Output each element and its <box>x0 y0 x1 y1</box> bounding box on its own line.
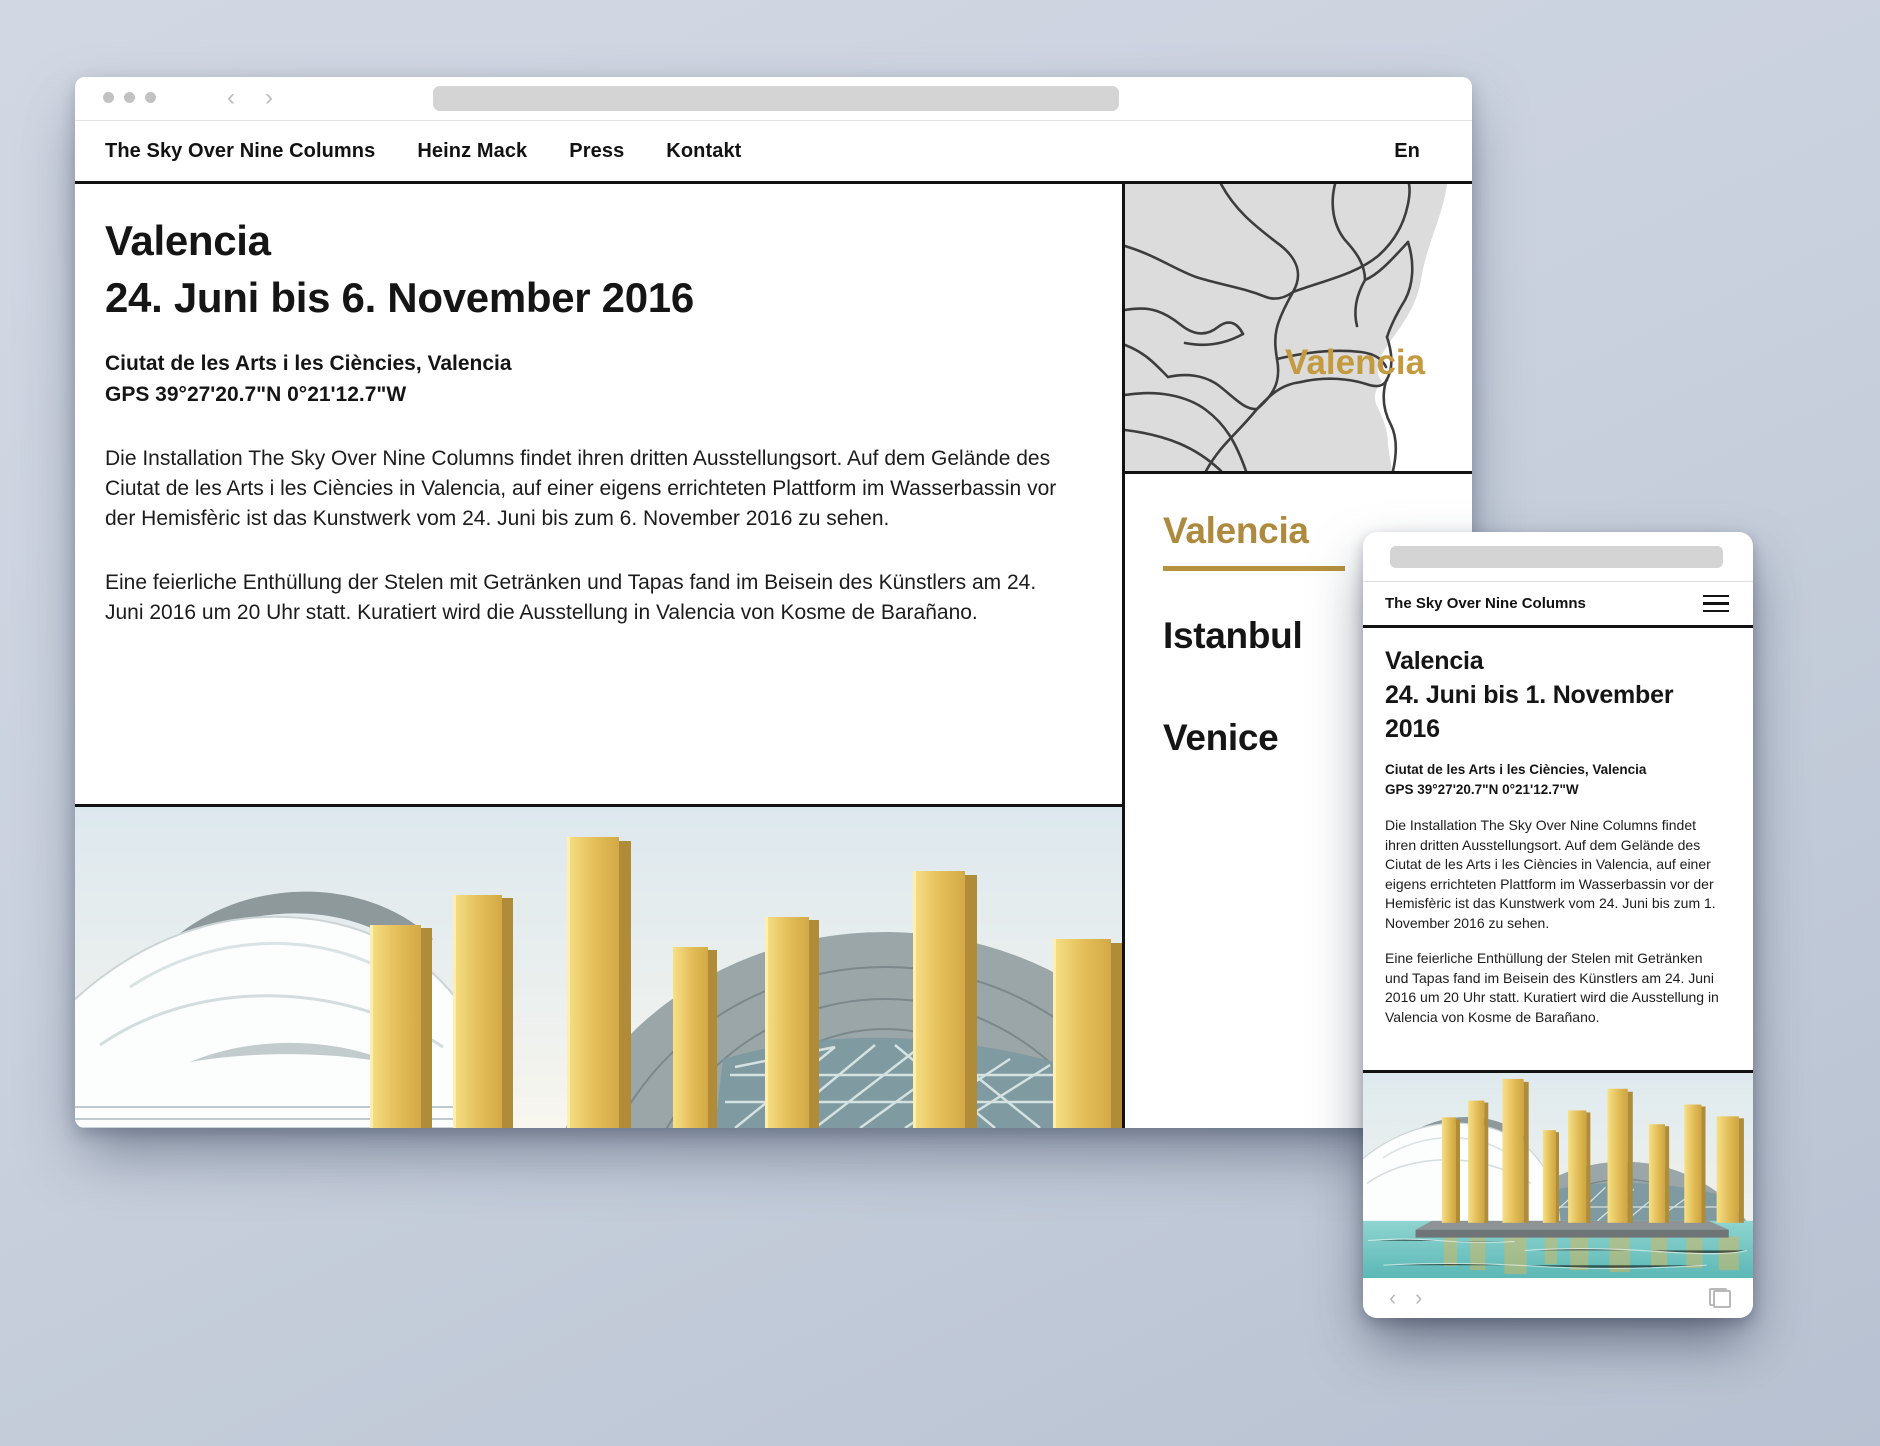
mobile-gps-line: GPS 39°27'20.7"N 0°21'12.7"W <box>1385 782 1579 797</box>
mobile-browser-chrome <box>1363 532 1753 582</box>
installation-photo <box>75 804 1122 1128</box>
window-controls[interactable] <box>103 92 156 103</box>
desktop-browser-window <box>75 77 1472 1128</box>
city-link-valencia[interactable]: Valencia <box>1163 510 1472 571</box>
nav-item-press[interactable]: Press <box>569 139 625 162</box>
browser-chrome <box>75 77 1472 121</box>
mobile-paragraph-2: Eine feierliche Enthüllung der Stelen mit Getränken und Tapas fand im Beisein des Künstlers am 24. Juni 2016 um 20 Uhr statt. Kuratiert wird die Ausstellung in Valencia von Kosme de Barañano. <box>1385 950 1719 1025</box>
forward-icon[interactable]: › <box>1415 1285 1423 1310</box>
mobile-paragraph-1: Die Installation The Sky Over Nine Columns findet ihren dritten Ausstellungsort. Auf dem Gelände des Ciutat de les Arts i les Ciències in Valencia, auf einer eigens errichteten Plattform im Wasserbassin vor der Hemisfèric ist das Kunstwerk vom 24. Juni bis zum 1. November 2016 zu sehen. <box>1385 817 1716 931</box>
nav-item-heinz-mack[interactable]: Heinz Mack <box>417 139 528 162</box>
mobile-browser-window <box>1363 532 1753 1318</box>
exhibition-dates: 24. Juni bis 6. November 2016 <box>105 274 694 321</box>
back-icon[interactable]: ‹ <box>227 84 235 111</box>
mobile-article <box>1363 628 1753 1070</box>
mobile-site-header <box>1363 582 1753 625</box>
close-button[interactable] <box>103 92 114 103</box>
article-paragraph-2: Eine feierliche Enthüllung der Stelen mit Getränken und Tapas fand im Beisein des Künstlers am 24. Juni 2016 um 20 Uhr statt. Kuratiert wird die Ausstellung in Valencia von Kosme de Barañano. <box>105 571 1037 624</box>
language-toggle[interactable]: En <box>1394 139 1420 162</box>
forward-icon[interactable]: › <box>265 84 273 111</box>
mobile-page-title: Valencia 24. Juni bis 1. November 2016 <box>1385 647 1674 743</box>
main-nav <box>75 121 1472 181</box>
mobile-installation-photo <box>1363 1070 1753 1278</box>
location-map <box>1125 184 1472 474</box>
nav-brand-link[interactable]: The Sky Over Nine Columns <box>105 139 376 162</box>
minimize-button[interactable] <box>124 92 135 103</box>
mobile-venue-line: Ciutat de les Arts i les Ciències, Valencia <box>1385 762 1647 777</box>
nav-item-kontakt[interactable]: Kontakt <box>666 139 742 162</box>
city-link-istanbul[interactable]: Istanbul <box>1163 615 1303 656</box>
mobile-address-bar[interactable] <box>1390 546 1723 568</box>
active-city-underline <box>1163 566 1345 571</box>
mobile-brand[interactable]: The Sky Over Nine Columns <box>1385 595 1586 612</box>
address-bar[interactable] <box>433 86 1119 111</box>
pages-icon[interactable] <box>1709 1288 1731 1308</box>
zoom-button[interactable] <box>145 92 156 103</box>
venue-line: Ciutat de les Arts i les Ciències, Valencia <box>105 352 512 375</box>
mobile-exhibition-dates: 24. Juni bis 1. November 2016 <box>1385 681 1674 743</box>
article <box>75 184 1122 804</box>
back-icon[interactable]: ‹ <box>1389 1285 1397 1310</box>
article-paragraph-1: Die Installation The Sky Over Nine Columns findet ihren dritten Ausstellungsort. Auf dem Gelände des Ciutat de les Arts i les Ciències in Valencia, auf einer eigens errichteten Plattform im Wasserbassin vor der Hemisfèric ist das Kunstwerk vom 24. Juni bis zum 6. November 2016 zu sehen. <box>105 447 1057 530</box>
city-link-venice[interactable]: Venice <box>1163 717 1279 758</box>
hamburger-icon[interactable] <box>1703 595 1729 613</box>
map-city-label: Valencia <box>1285 343 1426 382</box>
mobile-browser-toolbar <box>1363 1278 1753 1318</box>
gps-line: GPS 39°27'20.7"N 0°21'12.7"W <box>105 383 407 406</box>
page-title: Valencia 24. Juni bis 6. November 2016 <box>105 217 694 321</box>
